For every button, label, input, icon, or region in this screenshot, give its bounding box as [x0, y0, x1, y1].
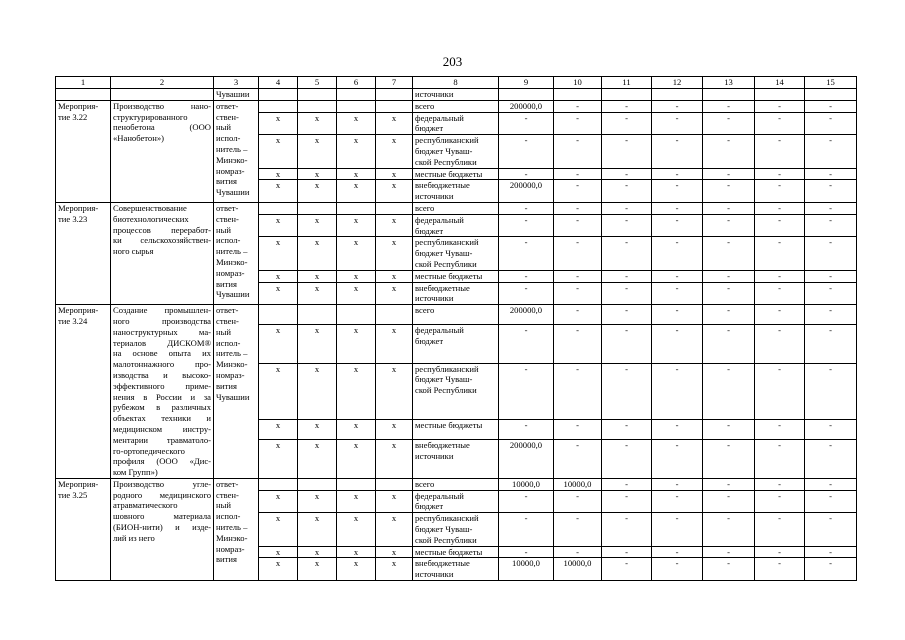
- measure-executor: ответ- ствен- ный испол- нитель – Минэко- номраз- вития Чувашии: [214, 100, 259, 202]
- amount-cell: -: [554, 112, 602, 135]
- x-mark: [337, 478, 376, 490]
- amount-cell: -: [703, 490, 755, 513]
- x-mark: x: [337, 363, 376, 420]
- x-mark: x: [259, 270, 298, 282]
- amount-cell: -: [755, 202, 805, 214]
- x-mark: [259, 478, 298, 490]
- amount-cell: -: [554, 325, 602, 363]
- measure-name: Совершенствование биотехнологических процессов переработ- ки сельскохозяйствен- ного сырья: [111, 202, 214, 304]
- x-mark: x: [298, 513, 337, 546]
- x-mark: x: [298, 558, 337, 581]
- amount-cell: 200000,0: [499, 100, 554, 112]
- amount-cell: -: [652, 440, 703, 478]
- funding-source: федеральный бюджет: [413, 214, 499, 237]
- amount-cell: -: [805, 214, 857, 237]
- amount-cell: -: [703, 112, 755, 135]
- amount-cell: -: [805, 202, 857, 214]
- executor-tail: Чувашии: [214, 89, 259, 101]
- amount-cell: -: [805, 180, 857, 203]
- amount-cell: -: [499, 168, 554, 180]
- x-mark: x: [259, 558, 298, 581]
- funding-source: республиканский бюджет Чуваш- ской Республики: [413, 363, 499, 420]
- measure-executor: ответ- ствен- ный испол- нитель – Минэко- номраз- вития: [214, 478, 259, 580]
- x-mark: x: [259, 546, 298, 558]
- funding-source: всего: [413, 478, 499, 490]
- x-mark: x: [337, 546, 376, 558]
- x-mark: x: [376, 282, 413, 305]
- x-mark: [259, 100, 298, 112]
- measure-name: Производство угле- родного медицинского атравматического шовного материала (БИОН-нити) и изде- лий из него: [111, 478, 214, 580]
- amount-cell: -: [703, 305, 755, 325]
- column-number-cell: 4: [259, 77, 298, 89]
- x-mark: x: [337, 135, 376, 168]
- column-number-cell: 7: [376, 77, 413, 89]
- amount-cell: -: [755, 490, 805, 513]
- x-mark: x: [259, 168, 298, 180]
- amount-cell: -: [499, 214, 554, 237]
- amount-cell: -: [499, 420, 554, 440]
- amount-cell: -: [602, 325, 652, 363]
- amount-cell: -: [554, 420, 602, 440]
- x-mark: [376, 305, 413, 325]
- column-number-cell: 11: [602, 77, 652, 89]
- funding-source: республиканский бюджет Чуваш- ской Республики: [413, 237, 499, 270]
- amount-cell: -: [652, 202, 703, 214]
- amount-cell: 10000,0: [554, 558, 602, 581]
- column-number-cell: 8: [413, 77, 499, 89]
- funding-source: внебюджетные источники: [413, 180, 499, 203]
- x-mark: x: [298, 112, 337, 135]
- x-mark: x: [376, 513, 413, 546]
- amount-cell: -: [755, 325, 805, 363]
- x-mark: x: [337, 513, 376, 546]
- amount-cell: -: [554, 180, 602, 203]
- x-mark: x: [337, 112, 376, 135]
- amount-cell: -: [499, 270, 554, 282]
- x-mark: [337, 305, 376, 325]
- amount-cell: -: [602, 282, 652, 305]
- amount-cell: -: [805, 513, 857, 546]
- amount-cell: -: [805, 420, 857, 440]
- amount-cell: -: [703, 440, 755, 478]
- amount-cell: -: [703, 478, 755, 490]
- x-mark: x: [337, 237, 376, 270]
- funding-source: федеральный бюджет: [413, 490, 499, 513]
- column-number-cell: 1: [56, 77, 111, 89]
- x-mark: x: [259, 325, 298, 363]
- funding-source: республиканский бюджет Чуваш- ской Республики: [413, 135, 499, 168]
- x-mark: x: [259, 135, 298, 168]
- amount-cell: -: [499, 513, 554, 546]
- amount-cell: -: [554, 135, 602, 168]
- amount-cell: -: [499, 363, 554, 420]
- amount-cell: -: [602, 202, 652, 214]
- x-mark: x: [298, 135, 337, 168]
- amount-cell: -: [755, 558, 805, 581]
- funding-source: федеральный бюджет: [413, 112, 499, 135]
- amount-cell: -: [652, 305, 703, 325]
- x-mark: x: [259, 237, 298, 270]
- amount-cell: -: [703, 237, 755, 270]
- x-mark: x: [376, 237, 413, 270]
- amount-cell: -: [703, 168, 755, 180]
- amount-cell: -: [703, 180, 755, 203]
- x-mark: x: [298, 546, 337, 558]
- x-mark: x: [259, 513, 298, 546]
- x-mark: x: [298, 363, 337, 420]
- amount-cell: -: [554, 363, 602, 420]
- funding-source: республиканский бюджет Чуваш- ской Республики: [413, 513, 499, 546]
- x-mark: x: [259, 363, 298, 420]
- column-number-cell: 14: [755, 77, 805, 89]
- amount-cell: -: [755, 180, 805, 203]
- x-mark: x: [337, 420, 376, 440]
- column-number-cell: 3: [214, 77, 259, 89]
- x-mark: x: [298, 420, 337, 440]
- x-mark: x: [337, 214, 376, 237]
- program-measures-table: [55, 76, 857, 581]
- x-mark: x: [298, 214, 337, 237]
- column-number-cell: 9: [499, 77, 554, 89]
- amount-cell: -: [602, 100, 652, 112]
- amount-cell: -: [703, 100, 755, 112]
- x-mark: [298, 305, 337, 325]
- amount-cell: -: [805, 168, 857, 180]
- x-mark: x: [376, 546, 413, 558]
- amount-cell: -: [652, 420, 703, 440]
- x-mark: x: [259, 440, 298, 478]
- amount-cell: -: [652, 513, 703, 546]
- x-mark: [337, 100, 376, 112]
- amount-cell: -: [652, 282, 703, 305]
- amount-cell: -: [755, 513, 805, 546]
- amount-cell: -: [703, 270, 755, 282]
- amount-cell: -: [652, 363, 703, 420]
- x-mark: x: [376, 440, 413, 478]
- amount-cell: -: [755, 546, 805, 558]
- amount-cell: -: [652, 546, 703, 558]
- measure-executor: ответ- ствен- ный испол- нитель – Минэко- номраз- вития Чувашии: [214, 305, 259, 479]
- x-mark: x: [298, 282, 337, 305]
- amount-cell: -: [703, 420, 755, 440]
- funding-source: внебюджетные источники: [413, 440, 499, 478]
- amount-cell: -: [755, 420, 805, 440]
- amount-cell: -: [755, 214, 805, 237]
- amount-cell: -: [602, 440, 652, 478]
- amount-cell: -: [499, 490, 554, 513]
- amount-cell: -: [554, 270, 602, 282]
- amount-cell: -: [755, 112, 805, 135]
- funding-source: внебюджетные источники: [413, 558, 499, 581]
- amount-cell: -: [602, 305, 652, 325]
- funding-source: всего: [413, 305, 499, 325]
- x-mark: x: [337, 282, 376, 305]
- measure-3-source-row: [56, 305, 857, 325]
- amount-cell: -: [755, 270, 805, 282]
- amount-cell: -: [499, 546, 554, 558]
- amount-cell: -: [602, 546, 652, 558]
- amount-cell: -: [554, 214, 602, 237]
- amount-cell: -: [554, 490, 602, 513]
- amount-cell: -: [703, 363, 755, 420]
- amount-cell: -: [652, 478, 703, 490]
- amount-cell: -: [602, 490, 652, 513]
- continuation-row: [56, 89, 857, 101]
- x-mark: x: [337, 558, 376, 581]
- funding-source: всего: [413, 202, 499, 214]
- column-number-cell: 2: [111, 77, 214, 89]
- measure-1-source-row: [56, 100, 857, 112]
- amount-cell: -: [554, 100, 602, 112]
- x-mark: x: [376, 490, 413, 513]
- amount-cell: 200000,0: [499, 305, 554, 325]
- x-mark: x: [376, 180, 413, 203]
- measure-code: Мероприя- тие 3.23: [56, 202, 111, 304]
- amount-cell: 200000,0: [499, 440, 554, 478]
- amount-cell: -: [755, 135, 805, 168]
- x-mark: x: [298, 180, 337, 203]
- amount-cell: -: [703, 282, 755, 305]
- column-number-row: [56, 77, 857, 89]
- amount-cell: -: [703, 546, 755, 558]
- column-number-cell: 6: [337, 77, 376, 89]
- funding-source: всего: [413, 100, 499, 112]
- amount-cell: -: [554, 513, 602, 546]
- x-mark: [376, 478, 413, 490]
- amount-cell: -: [652, 180, 703, 203]
- x-mark: x: [337, 325, 376, 363]
- amount-cell: -: [755, 305, 805, 325]
- x-mark: x: [337, 180, 376, 203]
- amount-cell: -: [703, 214, 755, 237]
- x-mark: x: [337, 490, 376, 513]
- x-mark: x: [298, 490, 337, 513]
- measure-code: Мероприя- тие 3.25: [56, 478, 111, 580]
- amount-cell: -: [499, 112, 554, 135]
- amount-cell: -: [805, 478, 857, 490]
- amount-cell: -: [602, 478, 652, 490]
- x-mark: x: [259, 180, 298, 203]
- funding-source: внебюджетные источники: [413, 282, 499, 305]
- measure-name: Производство нано- структурированного пенобетона (ООО «Нанобетон»): [111, 100, 214, 202]
- amount-cell: -: [805, 363, 857, 420]
- x-mark: [298, 100, 337, 112]
- x-mark: x: [376, 420, 413, 440]
- amount-cell: -: [805, 237, 857, 270]
- amount-cell: 10000,0: [499, 558, 554, 581]
- measure-2-source-row: [56, 202, 857, 214]
- amount-cell: -: [602, 420, 652, 440]
- x-mark: x: [298, 168, 337, 180]
- x-mark: x: [376, 558, 413, 581]
- amount-cell: -: [703, 558, 755, 581]
- amount-cell: -: [554, 440, 602, 478]
- funding-source: федеральный бюджет: [413, 325, 499, 363]
- amount-cell: -: [805, 558, 857, 581]
- amount-cell: -: [805, 546, 857, 558]
- amount-cell: -: [703, 325, 755, 363]
- amount-cell: -: [652, 214, 703, 237]
- amount-cell: -: [499, 237, 554, 270]
- column-number-cell: 12: [652, 77, 703, 89]
- x-mark: x: [376, 270, 413, 282]
- amount-cell: -: [805, 305, 857, 325]
- amount-cell: -: [554, 202, 602, 214]
- amount-cell: -: [755, 100, 805, 112]
- x-mark: x: [376, 325, 413, 363]
- x-mark: x: [298, 440, 337, 478]
- amount-cell: -: [805, 490, 857, 513]
- amount-cell: -: [602, 214, 652, 237]
- amount-cell: -: [703, 202, 755, 214]
- measure-code: Мероприя- тие 3.24: [56, 305, 111, 479]
- amount-cell: -: [602, 237, 652, 270]
- x-mark: x: [376, 135, 413, 168]
- funding-source: местные бюджеты: [413, 420, 499, 440]
- amount-cell: -: [602, 112, 652, 135]
- funding-source: местные бюджеты: [413, 546, 499, 558]
- x-mark: x: [259, 112, 298, 135]
- column-number-cell: 5: [298, 77, 337, 89]
- x-mark: x: [376, 363, 413, 420]
- amount-cell: -: [499, 202, 554, 214]
- x-mark: [298, 202, 337, 214]
- column-number-cell: 13: [703, 77, 755, 89]
- amount-cell: -: [652, 558, 703, 581]
- amount-cell: 10000,0: [554, 478, 602, 490]
- amount-cell: -: [755, 237, 805, 270]
- amount-cell: -: [602, 363, 652, 420]
- column-number-cell: 10: [554, 77, 602, 89]
- measure-name: Создание промышлен- ного производства наноструктурных ма- териалов ДИСКОМ® на основе опыта их малотоннажного про- изводства и высоко- эффективного приме- нения в России и за рубежом в различных объектах техники и медицинском инстру- ментарии травматоло- го-ортопедического профиля (ООО «Дис- ком Групп»): [111, 305, 214, 479]
- amount-cell: -: [602, 270, 652, 282]
- funding-source: местные бюджеты: [413, 270, 499, 282]
- amount-cell: -: [652, 325, 703, 363]
- source-tail: источники: [413, 89, 499, 101]
- amount-cell: -: [652, 168, 703, 180]
- amount-cell: -: [602, 513, 652, 546]
- amount-cell: -: [805, 325, 857, 363]
- amount-cell: -: [499, 282, 554, 305]
- x-mark: x: [259, 490, 298, 513]
- x-mark: [259, 202, 298, 214]
- x-mark: x: [298, 270, 337, 282]
- amount-cell: -: [652, 135, 703, 168]
- measure-executor: ответ- ствен- ный испол- нитель – Минэко- номраз- вития Чувашии: [214, 202, 259, 304]
- amount-cell: -: [755, 363, 805, 420]
- x-mark: x: [259, 214, 298, 237]
- x-mark: x: [376, 214, 413, 237]
- x-mark: x: [376, 112, 413, 135]
- x-mark: [376, 202, 413, 214]
- page-number: 203: [442, 54, 463, 69]
- amount-cell: -: [652, 112, 703, 135]
- amount-cell: -: [703, 513, 755, 546]
- amount-cell: -: [652, 490, 703, 513]
- amount-cell: -: [499, 325, 554, 363]
- amount-cell: -: [805, 135, 857, 168]
- amount-cell: -: [652, 237, 703, 270]
- amount-cell: -: [805, 270, 857, 282]
- amount-cell: -: [602, 168, 652, 180]
- amount-cell: -: [805, 100, 857, 112]
- amount-cell: -: [554, 237, 602, 270]
- amount-cell: -: [652, 270, 703, 282]
- amount-cell: -: [554, 305, 602, 325]
- funding-source: местные бюджеты: [413, 168, 499, 180]
- x-mark: x: [337, 168, 376, 180]
- amount-cell: -: [805, 282, 857, 305]
- amount-cell: -: [602, 558, 652, 581]
- x-mark: x: [337, 270, 376, 282]
- amount-cell: -: [499, 135, 554, 168]
- x-mark: [298, 478, 337, 490]
- amount-cell: -: [602, 180, 652, 203]
- measure-4-source-row: [56, 478, 857, 490]
- amount-cell: -: [755, 440, 805, 478]
- x-mark: x: [259, 282, 298, 305]
- x-mark: x: [298, 325, 337, 363]
- x-mark: [337, 202, 376, 214]
- amount-cell: -: [805, 112, 857, 135]
- amount-cell: 200000,0: [499, 180, 554, 203]
- measure-code: Мероприя- тие 3.22: [56, 100, 111, 202]
- column-number-cell: 15: [805, 77, 857, 89]
- amount-cell: -: [554, 282, 602, 305]
- x-mark: [259, 305, 298, 325]
- amount-cell: -: [602, 135, 652, 168]
- amount-cell: -: [652, 100, 703, 112]
- x-mark: x: [337, 440, 376, 478]
- amount-cell: -: [755, 478, 805, 490]
- amount-cell: -: [755, 282, 805, 305]
- x-mark: x: [376, 168, 413, 180]
- x-mark: x: [298, 237, 337, 270]
- amount-cell: 10000,0: [499, 478, 554, 490]
- x-mark: x: [259, 420, 298, 440]
- amount-cell: -: [703, 135, 755, 168]
- amount-cell: -: [554, 168, 602, 180]
- amount-cell: -: [755, 168, 805, 180]
- amount-cell: -: [554, 546, 602, 558]
- x-mark: [376, 100, 413, 112]
- amount-cell: -: [805, 440, 857, 478]
